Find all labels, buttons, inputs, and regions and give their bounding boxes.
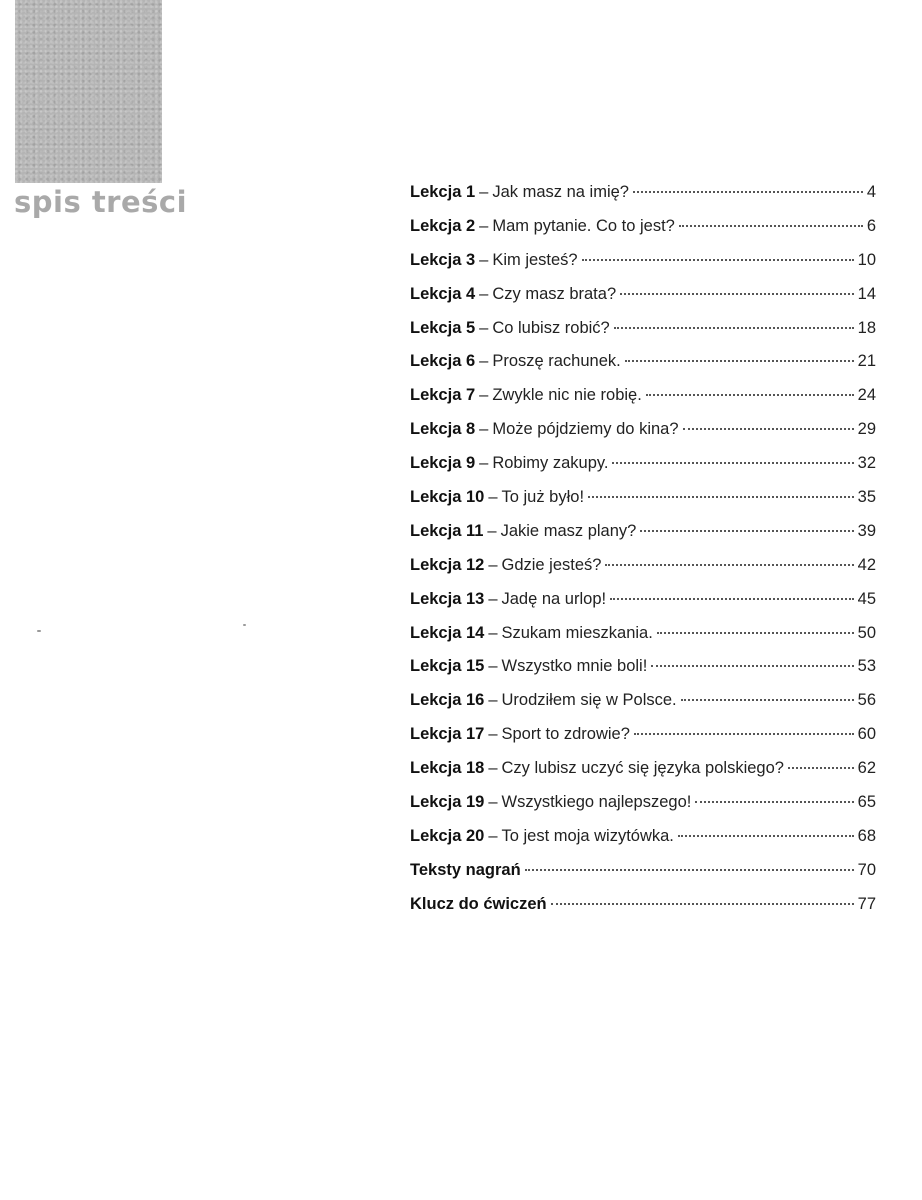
- toc-entry: [410, 861, 876, 895]
- toc-entry-separator: –: [488, 623, 498, 642]
- toc-entry: [410, 522, 876, 556]
- toc-entry-separator: –: [488, 488, 498, 507]
- toc-entry-label: Lekcja 3: [410, 250, 476, 269]
- toc-entry-separator: –: [488, 657, 498, 676]
- toc-dot-leader: [683, 428, 854, 430]
- toc-entry-page-number: 4: [866, 183, 876, 201]
- toc-entry-label: Lekcja 12: [410, 555, 485, 574]
- toc-entry-title: Jakie masz plany?: [500, 521, 637, 540]
- toc-entry-label: Lekcja 19: [410, 793, 485, 812]
- toc-dot-leader: [651, 665, 853, 667]
- toc-entry-page-number: 35: [857, 488, 876, 507]
- toc-entry-label: Lekcja 5: [410, 318, 476, 337]
- toc-entry-title: Proszę rachunek.: [492, 352, 621, 371]
- decorative-gray-block: [15, 0, 162, 183]
- toc-entry: [410, 319, 876, 353]
- toc-dot-leader: [646, 394, 854, 396]
- toc-dot-leader: [640, 530, 853, 532]
- toc-entry: [410, 183, 876, 217]
- toc-entry-page-number: 50: [857, 623, 876, 642]
- toc-dot-leader: [657, 632, 854, 634]
- toc-entry-page-number: 60: [857, 725, 876, 744]
- toc-entry-page-number: 14: [857, 284, 876, 303]
- toc-dot-leader: [610, 598, 854, 600]
- toc-entry-label: Lekcja 2: [410, 216, 476, 235]
- toc-entry: [410, 352, 876, 386]
- toc-entry-page-number: 32: [857, 454, 876, 473]
- toc-entry-title: To jest moja wizytówka.: [501, 826, 674, 845]
- toc-entry-title: Mam pytanie. Co to jest?: [492, 216, 675, 235]
- toc-dot-leader: [625, 360, 854, 362]
- toc-entry-page-number: 65: [857, 793, 876, 812]
- toc-entry-title: Gdzie jesteś?: [501, 555, 602, 574]
- toc-entry-separator: –: [479, 284, 489, 303]
- toc-entry-title: Może pójdziemy do kina?: [492, 420, 679, 439]
- toc-entry-title: To już było!: [501, 488, 585, 507]
- toc-entry-title: Czy masz brata?: [492, 284, 617, 303]
- toc-entry-separator: –: [488, 826, 498, 845]
- toc-entry-title: Urodziłem się w Polsce.: [501, 691, 677, 710]
- toc-entry-separator: –: [488, 793, 498, 812]
- toc-entry-label: Lekcja 6: [410, 352, 476, 371]
- toc-entry: [410, 691, 876, 725]
- scan-speck: [37, 630, 41, 632]
- toc-entry-page-number: 10: [857, 250, 876, 269]
- toc-entry-title: Czy lubisz uczyć się języka polskiego?: [501, 759, 784, 778]
- toc-entry-page-number: 77: [857, 894, 876, 913]
- toc-entry-label: Lekcja 15: [410, 657, 485, 676]
- toc-dot-leader: [788, 767, 854, 769]
- toc-dot-leader: [633, 191, 863, 193]
- toc-entry-label: Lekcja 8: [410, 420, 476, 439]
- section-title: spis treści: [14, 185, 188, 219]
- toc-dot-leader: [681, 699, 854, 701]
- toc-entry: [410, 454, 876, 488]
- toc-dot-leader: [612, 462, 853, 464]
- toc-entry: [410, 827, 876, 861]
- toc-entry-label: Lekcja 10: [410, 488, 485, 507]
- toc-dot-leader: [620, 293, 854, 295]
- toc-dot-leader: [678, 835, 854, 837]
- toc-entry-title: Co lubisz robić?: [492, 318, 610, 337]
- toc-entry: [410, 488, 876, 522]
- toc-entry-separator: –: [487, 521, 497, 540]
- toc-entry-separator: –: [488, 555, 498, 574]
- toc-entry-label: Lekcja 18: [410, 759, 485, 778]
- toc-entry-label: Teksty nagrań: [410, 860, 521, 879]
- toc-entry-label: Lekcja 9: [410, 454, 476, 473]
- toc-entry-title: Jadę na urlop!: [501, 589, 607, 608]
- toc-entry: [410, 793, 876, 827]
- toc-dot-leader: [588, 496, 854, 498]
- toc-entry-title: Jak masz na imię?: [492, 183, 629, 201]
- scan-speck: [243, 624, 246, 626]
- toc-entry-label: Lekcja 7: [410, 386, 476, 405]
- toc-entry: [410, 556, 876, 590]
- toc-entry-title: Wszystko mnie boli!: [501, 657, 648, 676]
- toc-entry-separator: –: [488, 691, 498, 710]
- toc-entry-label: Klucz do ćwiczeń: [410, 894, 547, 913]
- toc-entry-page-number: 29: [857, 420, 876, 439]
- toc-entry-label: Lekcja 20: [410, 826, 485, 845]
- toc-entry: [410, 217, 876, 251]
- toc-entry-label: Lekcja 1: [410, 183, 476, 201]
- toc-entry-page-number: 24: [857, 386, 876, 405]
- toc-entry-separator: –: [479, 386, 489, 405]
- toc-entry-page-number: 42: [857, 555, 876, 574]
- toc-entry-label: Lekcja 17: [410, 725, 485, 744]
- toc-entry: [410, 895, 876, 929]
- toc-entry-label: Lekcja 11: [410, 521, 484, 540]
- toc-entry: [410, 285, 876, 319]
- toc-entry-page-number: 53: [857, 657, 876, 676]
- toc-entry-label: Lekcja 16: [410, 691, 485, 710]
- toc-entry-page-number: 18: [857, 318, 876, 337]
- toc-entry-page-number: 56: [857, 691, 876, 710]
- toc-entry-page-number: 62: [857, 759, 876, 778]
- toc-entry-separator: –: [479, 216, 489, 235]
- toc-entry: [410, 657, 876, 691]
- toc-entry-separator: –: [488, 759, 498, 778]
- toc-entry-page-number: 68: [857, 826, 876, 845]
- toc-entry: [410, 251, 876, 285]
- toc-entry-title: Robimy zakupy.: [492, 454, 609, 473]
- toc-entry: [410, 725, 876, 759]
- toc-entry-separator: –: [479, 420, 489, 439]
- toc-dot-leader: [695, 801, 853, 803]
- toc-entry-title: Wszystkiego najlepszego!: [501, 793, 692, 812]
- toc-entry-label: Lekcja 13: [410, 589, 485, 608]
- toc-entry-page-number: 6: [866, 216, 876, 235]
- toc-entry-separator: –: [479, 183, 489, 201]
- toc-dot-leader: [551, 903, 854, 905]
- toc-dot-leader: [582, 259, 854, 261]
- toc-entry: [410, 624, 876, 658]
- toc-entry-separator: –: [479, 454, 489, 473]
- table-of-contents: [410, 183, 876, 929]
- toc-entry-title: Sport to zdrowie?: [501, 725, 630, 744]
- toc-entry-separator: –: [488, 725, 498, 744]
- toc-entry-separator: –: [479, 318, 489, 337]
- toc-entry-page-number: 45: [857, 589, 876, 608]
- toc-entry: [410, 420, 876, 454]
- toc-entry: [410, 386, 876, 420]
- toc-entry-page-number: 70: [857, 860, 876, 879]
- toc-entry-title: Zwykle nic nie robię.: [492, 386, 642, 405]
- toc-entry-separator: –: [479, 250, 489, 269]
- toc-dot-leader: [614, 327, 854, 329]
- toc-entry-separator: –: [479, 352, 489, 371]
- toc-entry-page-number: 39: [857, 521, 876, 540]
- toc-entry-title: Kim jesteś?: [492, 250, 578, 269]
- toc-dot-leader: [679, 225, 863, 227]
- toc-entry-separator: –: [488, 589, 498, 608]
- toc-entry-label: Lekcja 14: [410, 623, 485, 642]
- toc-dot-leader: [634, 733, 854, 735]
- toc-entry-title: Szukam mieszkania.: [501, 623, 653, 642]
- toc-entry-label: Lekcja 4: [410, 284, 476, 303]
- toc-entry: [410, 590, 876, 624]
- toc-entry-page-number: 21: [857, 352, 876, 371]
- toc-dot-leader: [605, 564, 853, 566]
- toc-dot-leader: [525, 869, 854, 871]
- toc-entry: [410, 759, 876, 793]
